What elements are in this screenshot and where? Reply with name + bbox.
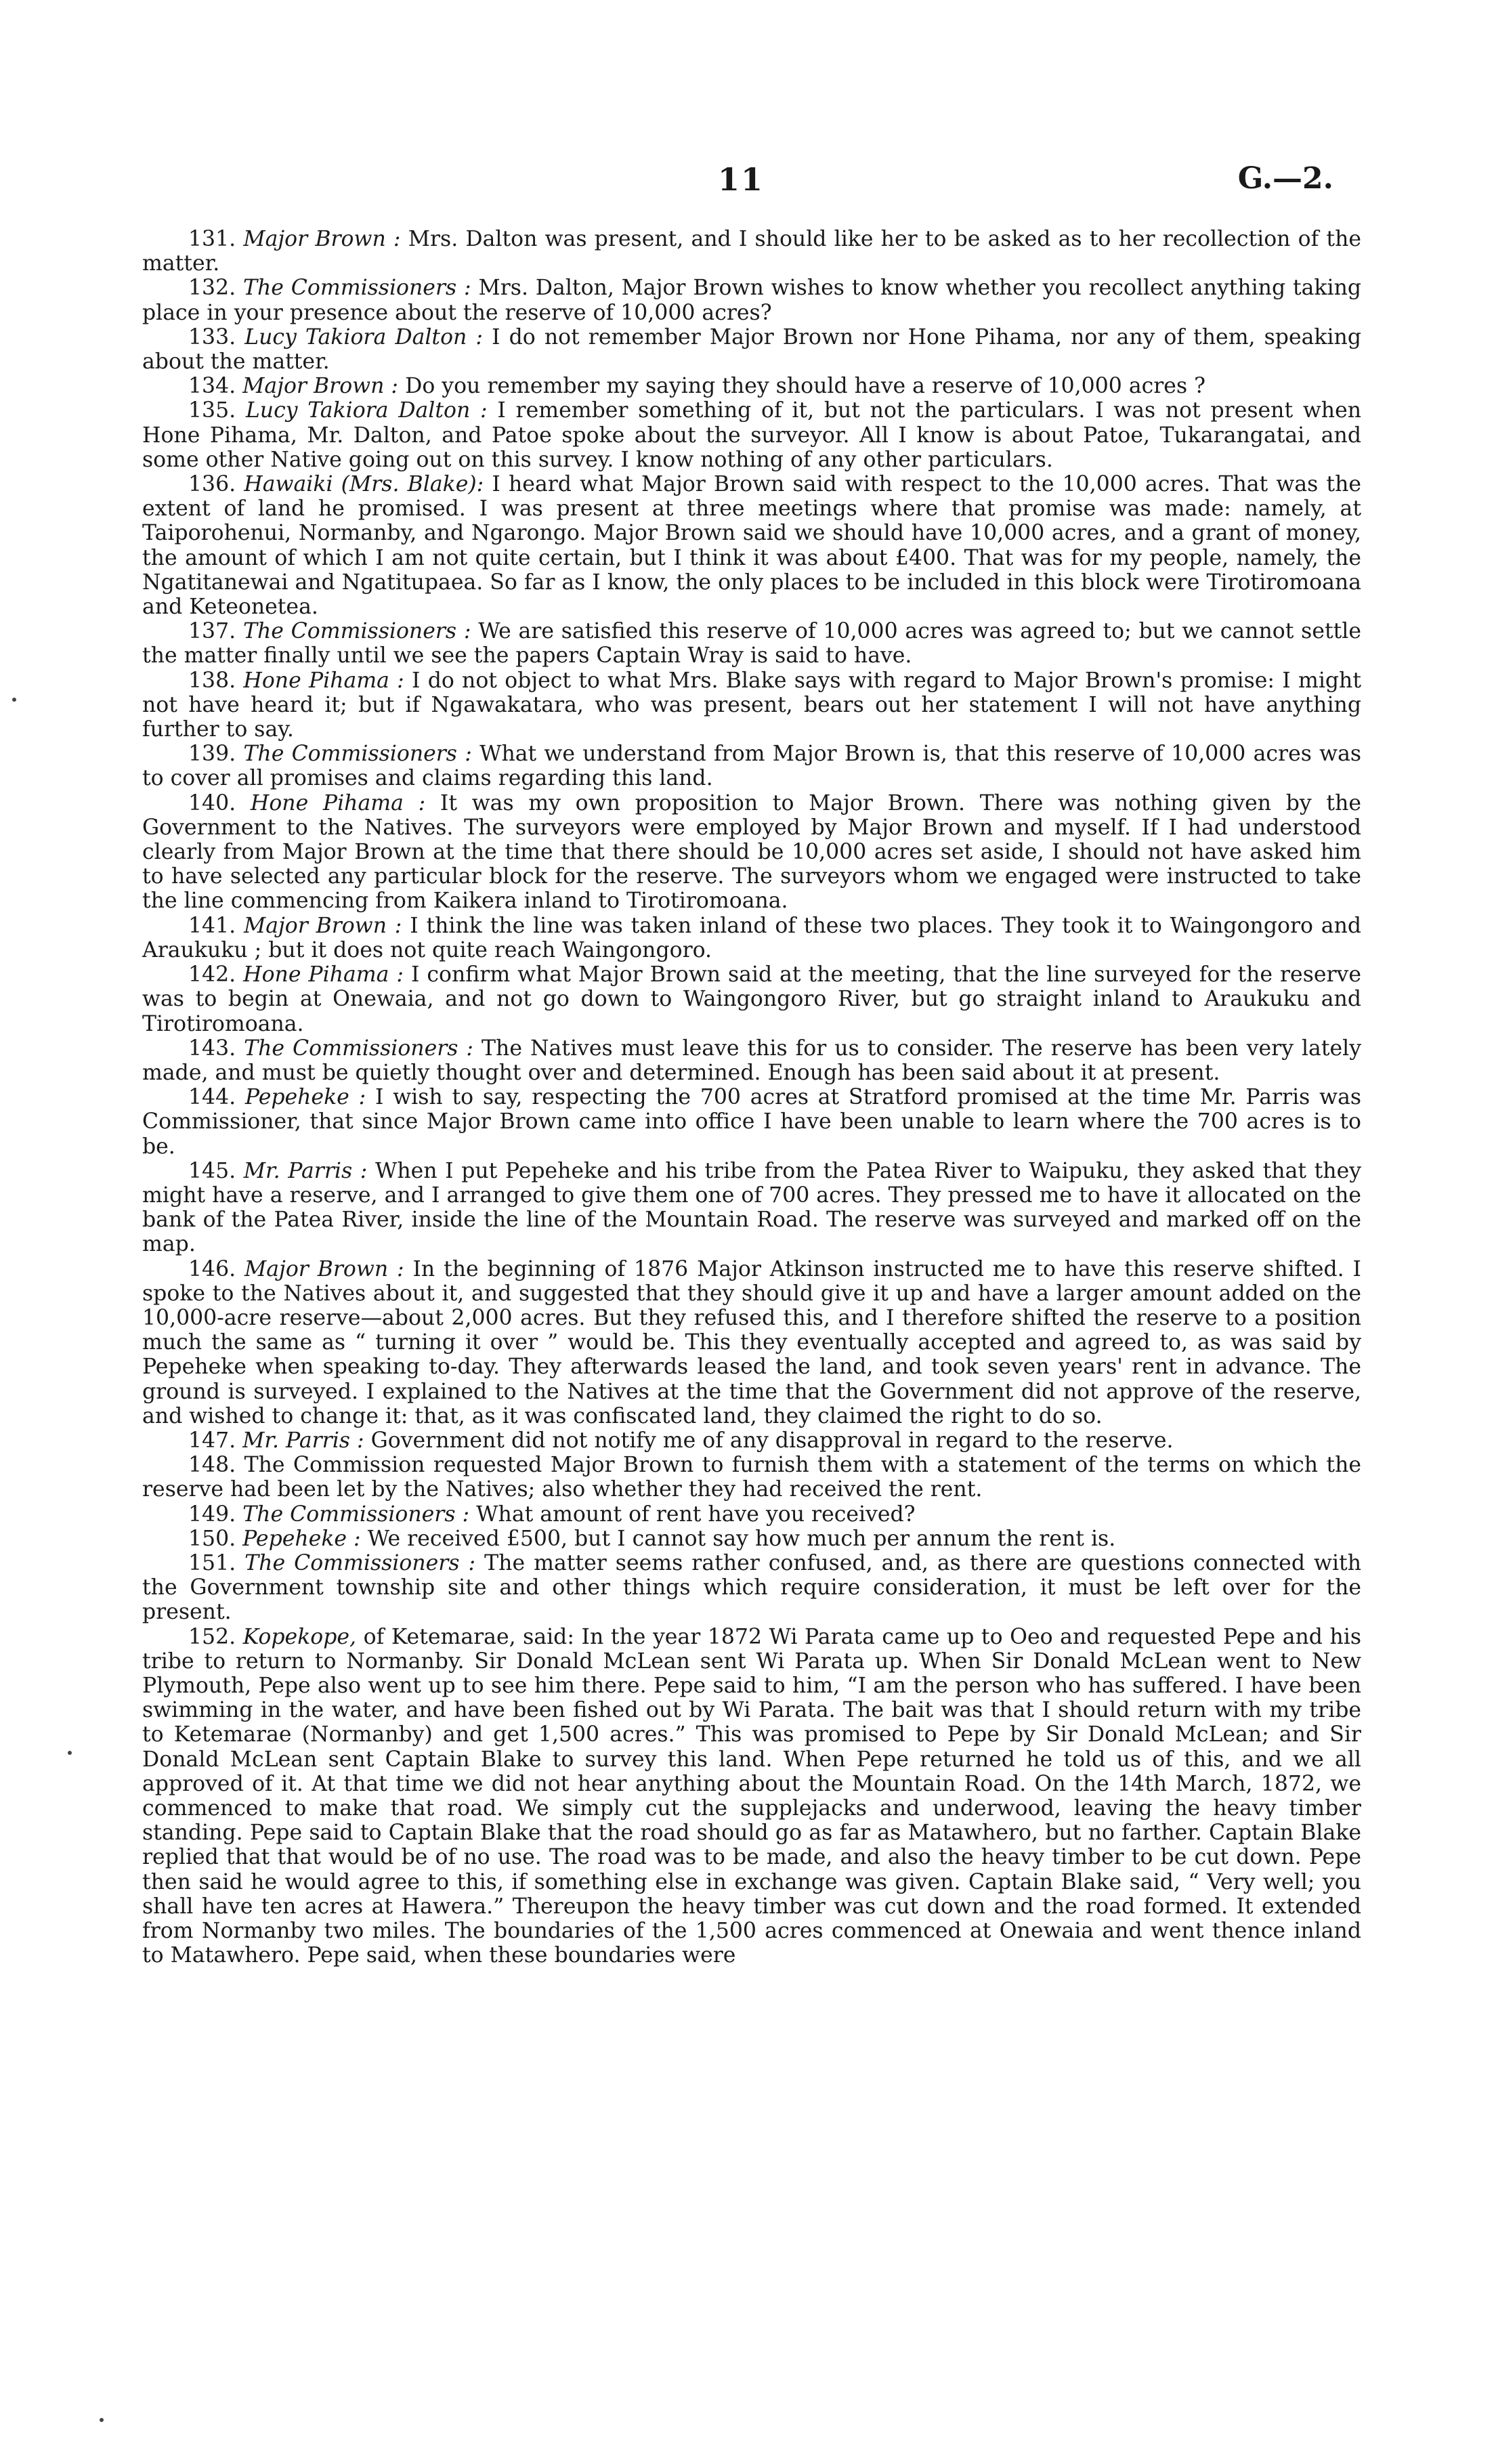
paragraph: 145. Mr. Parris : When I put Pepeheke and his tribe from the Patea River to Waipuku, they asked that they might have a reserve, and I arranged to give them one of 700 acres. They pressed me to have it allocated on the bank of the Patea River, inside the line of the Mountain Road. The reserve was surveyed and marked off on the map. bbox=[142, 1158, 1362, 1257]
paragraph: 149. The Commissioners : What amount of rent have you received? bbox=[188, 1502, 916, 1527]
paragraph: 146. Major Brown : In the beginning of 1876 Major Atkinson instructed me to have this reserve shifted. I spoke to the Natives about it, and suggested that they should give it up and have a larger amount added on the 10,000-acre reserve—about 2,000 acres. But they refused this, and I therefore shifted the reserve to a position much the same as “ turning it over ” would be. This they eventually accepted and agreed to, as was said by Pepeheke when speaking to-day. They afterwards leased the land, and took seven years' rent in advance. The ground is surveyed. I explained to the Natives at the time that the Government did not approve of the reserve, and wished to change it: that, as it was confiscated land, they claimed the right to do so. bbox=[142, 1256, 1361, 1428]
paragraph: 143. The Commissioners : The Natives must leave this for us to consider. The reserve has been very lately made, and must be quietly thought over and determined. Enough has been said about it at present. bbox=[142, 1036, 1361, 1085]
paragraph: 140. Hone Pihama : It was my own proposition to Major Brown. There was nothing given by the Government to the Natives. The surveyors were employed by Major Brown and myself. If I had understood clearly from Major Brown at the time that there should be 10,000 acres set aside, I should not have asked him to have selected any particular block for the reserve. The surveyors whom we engaged were instructed to take the line commencing from Kaikera inland to Tirotiromoana. bbox=[142, 790, 1362, 914]
paragraph: 142. Hone Pihama : I confirm what Major Brown said at the meeting, that the line surveyed for the reserve was to begin at Onewaia, and not go down to Waingongoro River, but go straight inland to Araukuku and Tirotiromoana. bbox=[142, 962, 1361, 1036]
transcript-body bbox=[142, 227, 1361, 1968]
document-code: G.—2. bbox=[1237, 161, 1333, 196]
paragraph: 148. The Commission requested Major Brown to furnish them with a statement of the terms on which the reserve had been let by the Natives; also whether they had received the rent. bbox=[142, 1453, 1361, 1502]
paragraph: 141. Major Brown : I think the line was taken inland of these two places. They took it to Waingongoro and Araukuku ; but it does not quite reach Waingongoro. bbox=[142, 913, 1362, 962]
paragraph: 152. Kopekope, of Ketemarae, said: In the year 1872 Wi Parata came up to Oeo and requested Pepe and his tribe to return to Normanby. Sir Donald McLean sent Wi Parata up. When Sir Donald McLean went to New Plymouth, Pepe also went up to see him there. Pepe said to him, “I am the person who has suffered. I have been swimming in the water, and have been fished out by Wi Parata. The bait was that I should return with my tribe to Ketemarae (Normanby) and get 1,500 acres.” This was promised to Pepe by Sir Donald McLean; and Sir Donald McLean sent Captain Blake to survey this land. When Pepe returned he told us of this, and we all approved of it. At that time we did not hear anything about the Mountain Road. On the 14th March, 1872, we commenced to make that road. We simply cut the supplejacks and underwood, leaving the heavy timber standing. Pepe said to Captain Blake that the road should go as far as Matawhero, but no farther. Captain Blake replied that that would be of no use. The road was to be made, and also the heavy timber to be cut down. Pepe then said he would agree to this, if something else in exchange was given. Captain Blake said, “ Very well; you shall have ten acres at Hawera.” Thereupon the heavy timber was cut down and the road formed. It extended from Normanby two miles. The boundaries of the 1,500 acres commenced at Onewaia and went thence inland to Matawhero. Pepe said, when these boundaries were bbox=[142, 1624, 1362, 1968]
paragraph: 136. Hawaiki (Mrs. Blake): I heard what Major Brown said with respect to the 10,000 acres. That was the extent of land he promised. I was present at three meetings where that promise was made: namely, at Taiporohenui, Normanby, and Ngarongo. Major Brown said we should have 10,000 acres, and a grant of money, the amount of which I am not quite certain, but I think it was about £400. That was for my people, namely, the Ngatitanewai and Ngatitupaea. So far as I know, the only places to be included in this block were Tirotiromoana and Keteonetea. bbox=[142, 472, 1362, 620]
paragraph: 137. The Commissioners : We are satisfied this reserve of 10,000 acres was agreed to; but we cannot settle the matter finally until we see the papers Captain Wray is said to have. bbox=[142, 619, 1362, 668]
paragraph: 147. Mr. Parris : Government did not notify me of any disapproval in regard to the reserve. bbox=[188, 1428, 1174, 1453]
margin-mark bbox=[100, 2418, 104, 2422]
paragraph: 131. Major Brown : Mrs. Dalton was present, and I should like her to be asked as to her recollection of the matter. bbox=[142, 227, 1362, 276]
paragraph: 150. Pepeheke : We received £500, but I cannot say how much per annum the rent is. bbox=[188, 1526, 1116, 1551]
paragraph: 132. The Commissioners : Mrs. Dalton, Major Brown wishes to know whether you recollect anything taking place in your presence about the reserve of 10,000 acres? bbox=[142, 276, 1362, 325]
paragraph: 134. Major Brown : Do you remember my saying they should have a reserve of 10,000 acres ? bbox=[188, 374, 1206, 399]
paragraph: 133. Lucy Takiora Dalton : I do not remember Major Brown nor Hone Pihama, nor any of them, speaking about the matter. bbox=[142, 324, 1362, 375]
margin-mark bbox=[68, 1751, 72, 1755]
paragraph: 135. Lucy Takiora Dalton : I remember something of it, but not the particulars. I was not present when Hone Pihama, Mr. Dalton, and Patoe spoke about the surveyor. All I know is about Patoe, Tukarangatai, and some other Native going out on this survey. I know nothing of any other particulars. bbox=[142, 398, 1362, 472]
margin-mark bbox=[12, 698, 16, 702]
paragraph: 144. Pepeheke : I wish to say, respecting the 700 acres at Stratford promised at the time Mr. Parris was Commissioner, that since Major Brown came into office I have been unable to learn where the 700 acres is to be. bbox=[142, 1085, 1362, 1159]
page-header bbox=[0, 161, 1496, 202]
paragraph: 151. The Commissioners : The matter seems rather confused, and, as there are questions connected with the Government township site and other things which require consideration, it must be left over for the present. bbox=[142, 1550, 1361, 1625]
paragraph: 138. Hone Pihama : I do not object to what Mrs. Blake says with regard to Major Brown's promise: I might not have heard it; but if Ngawakatara, who was present, bears out her statement I will not have anything further to say. bbox=[142, 668, 1361, 742]
page-number: 11 bbox=[718, 161, 765, 198]
paragraph: 139. The Commissioners : What we understand from Major Brown is, that this reserve of 10,000 acres was to cover all promises and claims regarding this land. bbox=[142, 742, 1362, 791]
